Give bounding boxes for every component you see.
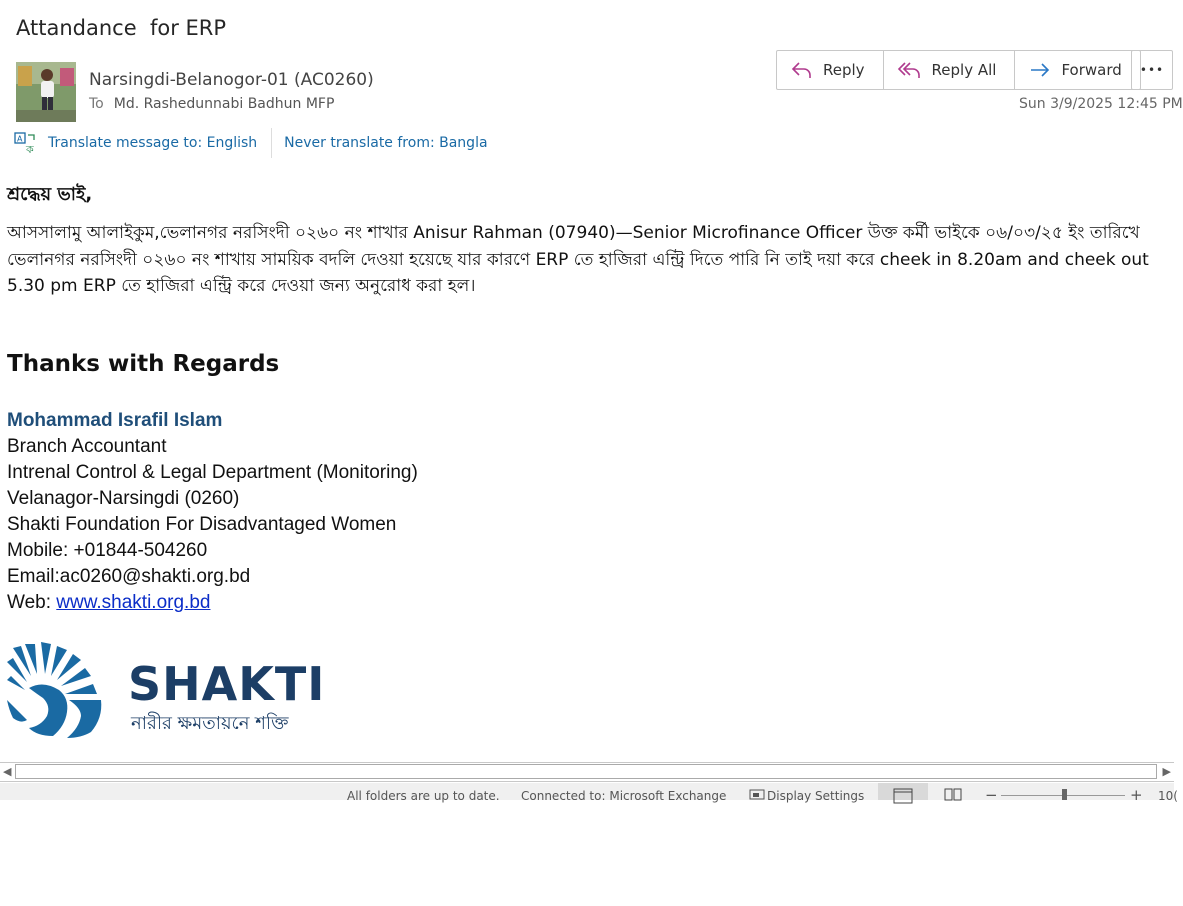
forward-icon bbox=[1029, 60, 1051, 80]
scroll-left-icon[interactable]: ◀ bbox=[3, 765, 12, 778]
svg-text:A: A bbox=[17, 134, 23, 144]
shakti-logo bbox=[7, 640, 327, 740]
recipient-line bbox=[89, 96, 334, 112]
zoom-slider-thumb[interactable] bbox=[1062, 789, 1067, 800]
logo-tagline: নারীর ক্ষমতায়নে শক্তি bbox=[131, 713, 289, 734]
email-subject: Attandance for ERP bbox=[16, 16, 227, 40]
closing-line: Thanks with Regards bbox=[7, 351, 280, 377]
translate-bar bbox=[14, 130, 488, 156]
never-translate-link[interactable]: Never translate from: Bangla bbox=[284, 135, 488, 151]
reply-button[interactable] bbox=[777, 51, 884, 89]
reply-all-button[interactable] bbox=[884, 51, 1016, 89]
reply-label: Reply bbox=[823, 61, 865, 79]
forward-button[interactable] bbox=[1015, 51, 1139, 89]
message-body: আসসালামু আলাইকুম,ভেলানগর নরসিংদী ০২৬০ নং শাখার Anisur Rahman (07940)—Senior Microfinance Officer উক্ত কর্মী ভাইকে ০৬/০৩/২৫ ইং তারিখে ভেলানগর নরসিংদী ০২৬০ নং শাখায় সাময়িক বদলি দেওয়া হয়েছে যার কারণে ERP তে হাজিরা এন্ট্রি দিতে পারি নি তাই দয়া করে cheek in 8.20am and cheek out 5.30 pm ERP তে হাজিরা এন্ট্রি করে দেওয়া জন্য অনুরোধ করা হল। bbox=[7, 223, 1149, 296]
scroll-right-icon[interactable]: ▶ bbox=[1162, 765, 1171, 778]
display-settings-button[interactable] bbox=[749, 789, 864, 803]
display-settings-label: Display Settings bbox=[767, 789, 865, 803]
more-icon: ••• bbox=[1139, 63, 1165, 77]
reading-view-button[interactable] bbox=[944, 786, 962, 805]
to-label: To bbox=[89, 96, 104, 112]
sent-date: Sun 3/9/2025 12:45 PM bbox=[1019, 96, 1183, 112]
status-bar bbox=[0, 783, 1178, 804]
normal-view-icon bbox=[878, 783, 928, 800]
avatar-photo-icon bbox=[16, 62, 76, 122]
logo-wordmark: SHAKTI bbox=[128, 657, 326, 711]
reading-view-icon bbox=[944, 786, 962, 802]
translate-divider bbox=[271, 128, 272, 158]
status-folders: All folders are up to date. bbox=[347, 789, 500, 803]
recipient-name[interactable]: Md. Rashedunnabi Badhun MFP bbox=[113, 96, 335, 112]
web-label: Web: bbox=[7, 592, 57, 613]
sender-name[interactable]: Narsingdi-Belanogor-01 (AC0260) bbox=[89, 70, 374, 90]
zoom-in-icon[interactable]: + bbox=[1130, 786, 1143, 804]
reply-all-icon bbox=[898, 60, 922, 80]
translate-icon bbox=[14, 131, 38, 155]
status-connection: Connected to: Microsoft Exchange bbox=[521, 789, 727, 803]
signature-web bbox=[7, 590, 418, 616]
display-settings-icon bbox=[749, 789, 767, 801]
translate-message-link[interactable]: Translate message to: English bbox=[48, 135, 258, 151]
signature-department: Intrenal Control & Legal Department (Monitoring) bbox=[7, 462, 418, 483]
signature-org: Shakti Foundation For Disadvantaged Women bbox=[7, 514, 397, 535]
reply-icon bbox=[791, 60, 813, 80]
horizontal-scrollbar[interactable] bbox=[0, 762, 1174, 782]
forward-label: Forward bbox=[1061, 61, 1122, 79]
signature-email: Email:ac0260@shakti.org.bd bbox=[7, 566, 251, 587]
more-actions-button[interactable] bbox=[1131, 50, 1173, 90]
sender-avatar[interactable] bbox=[16, 62, 76, 122]
zoom-out-icon[interactable]: − bbox=[985, 786, 998, 804]
reply-all-label: Reply All bbox=[931, 61, 997, 79]
signature-name: Mohammad Israfil Islam bbox=[7, 410, 223, 431]
scrollbar-thumb[interactable] bbox=[15, 764, 1157, 779]
website-link[interactable]: www.shakti.org.bd bbox=[56, 592, 211, 613]
normal-view-button[interactable] bbox=[878, 783, 928, 800]
signature-branch: Velanagor-Narsingdi (0260) bbox=[7, 488, 240, 509]
signature-mobile: Mobile: +01844-504260 bbox=[7, 540, 208, 561]
signature-title: Branch Accountant bbox=[7, 436, 167, 457]
signature-block bbox=[7, 408, 418, 616]
shakti-emblem-icon bbox=[7, 640, 327, 740]
svg-text:ক: ক bbox=[26, 143, 34, 156]
response-button-group bbox=[776, 50, 1141, 90]
greeting: শ্রদ্ধেয় ভাই, bbox=[7, 184, 93, 205]
zoom-level[interactable]: 10( bbox=[1158, 789, 1178, 803]
